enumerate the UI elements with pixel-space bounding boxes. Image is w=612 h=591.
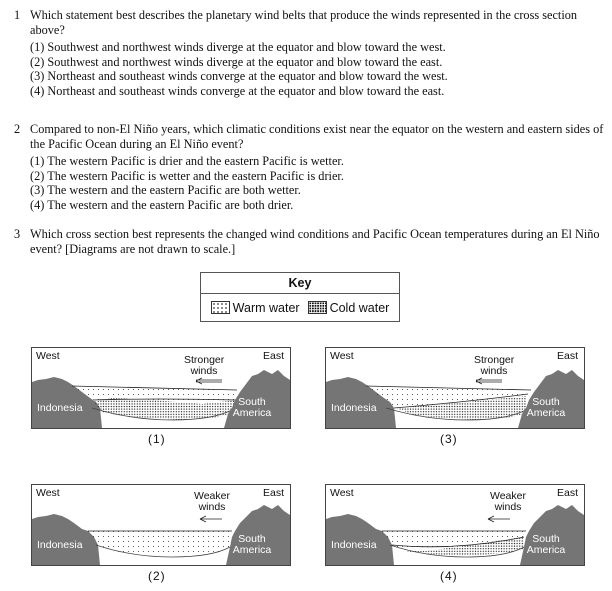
diagram-caption: (3) — [440, 432, 458, 446]
south-america-label: South — [238, 533, 266, 545]
indonesia-label: Indonesia — [37, 402, 83, 414]
wind-label: Stronger — [184, 354, 225, 366]
south-america-label: South — [532, 396, 560, 408]
south-america-label: America — [526, 407, 566, 419]
wind-label: winds — [190, 365, 218, 377]
answer-option[interactable]: (3) The western and the eastern Pacific are both wetter. — [30, 183, 301, 197]
question-stem: Which cross section best represents the changed wind conditions and Pacific Ocean temperatures during an El Niño event? [Diagrams are not drawn to scale.] — [30, 227, 600, 256]
answer-option[interactable]: (4) The western and the eastern Pacific are both drier. — [30, 197, 294, 212]
wind-label: Stronger — [474, 354, 515, 366]
question-3 — [14, 227, 606, 256]
east-label: East — [262, 487, 284, 499]
warm-water-layer — [88, 531, 232, 555]
key-box — [200, 272, 400, 322]
wind-label: Weaker — [194, 490, 230, 502]
cross-section-2[interactable] — [31, 484, 291, 566]
warm-water-label: Warm water — [232, 300, 300, 315]
diagram-caption: (4) — [440, 569, 458, 583]
key-legend — [201, 294, 399, 321]
west-label: West — [330, 487, 354, 499]
wind-arrow-icon — [488, 516, 510, 522]
answer-options — [30, 154, 606, 212]
diagram-caption: (1) — [148, 432, 166, 446]
south-america-label: South — [532, 533, 560, 545]
cold-water-label: Cold water — [329, 300, 390, 315]
south-america-label: South — [238, 396, 266, 408]
answer-option[interactable]: (1) Southwest and northwest winds diverge at the equator and blow toward the west. — [30, 40, 446, 54]
indonesia-label: Indonesia — [331, 402, 377, 414]
wind-arrow-icon — [200, 516, 222, 522]
wind-label: winds — [480, 365, 508, 377]
indonesia-label: Indonesia — [331, 539, 377, 551]
answer-option[interactable]: (2) Southwest and northwest winds diverge at the equator and blow toward the east. — [30, 54, 443, 69]
west-label: West — [330, 350, 354, 362]
question-number: 2 — [14, 122, 21, 136]
south-america-label: America — [526, 544, 566, 556]
west-label: West — [36, 487, 60, 499]
answer-option[interactable]: (4) Northeast and southeast winds converge at the equator and blow toward the east. — [30, 83, 445, 98]
cold-water-swatch — [308, 301, 327, 314]
wind-label: Weaker — [490, 490, 526, 502]
wind-arrow-icon — [196, 378, 222, 384]
indonesia-label: Indonesia — [37, 539, 83, 551]
warm-water-swatch — [211, 301, 230, 314]
question-number: 1 — [14, 8, 21, 22]
diagram-caption: (2) — [148, 569, 166, 583]
wind-label: winds — [198, 501, 226, 513]
answer-option[interactable]: (2) The western Pacific is wetter and the eastern Pacific is drier. — [30, 168, 344, 183]
south-america-label: America — [232, 407, 272, 419]
question-stem: Which statement best describes the planetary wind belts that produce the winds represented in the cross section above? — [30, 8, 578, 37]
cross-section-4[interactable] — [325, 484, 585, 566]
wind-label: winds — [494, 501, 522, 513]
question-number: 3 — [14, 227, 21, 241]
cross-section-3[interactable] — [325, 347, 585, 429]
cross-section-1[interactable] — [31, 347, 291, 429]
answer-option[interactable]: (3) Northeast and southeast winds converge at the equator and blow toward the west. — [30, 69, 448, 83]
east-label: East — [556, 350, 578, 362]
south-america-label: America — [232, 544, 272, 556]
answer-option[interactable]: (1) The western Pacific is drier and the eastern Pacific is wetter. — [30, 154, 344, 168]
answer-options — [30, 40, 606, 98]
wind-arrow-icon — [476, 378, 502, 384]
west-label: West — [36, 350, 60, 362]
question-1 — [14, 8, 606, 98]
question-stem: Compared to non-El Niño years, which climatic conditions exist near the equator on the western and eastern sides of the Pacific Ocean during an El Niño event? — [30, 122, 604, 151]
east-label: East — [262, 350, 284, 362]
question-2 — [14, 122, 606, 212]
key-title: Key — [201, 273, 399, 294]
east-label: East — [556, 487, 578, 499]
